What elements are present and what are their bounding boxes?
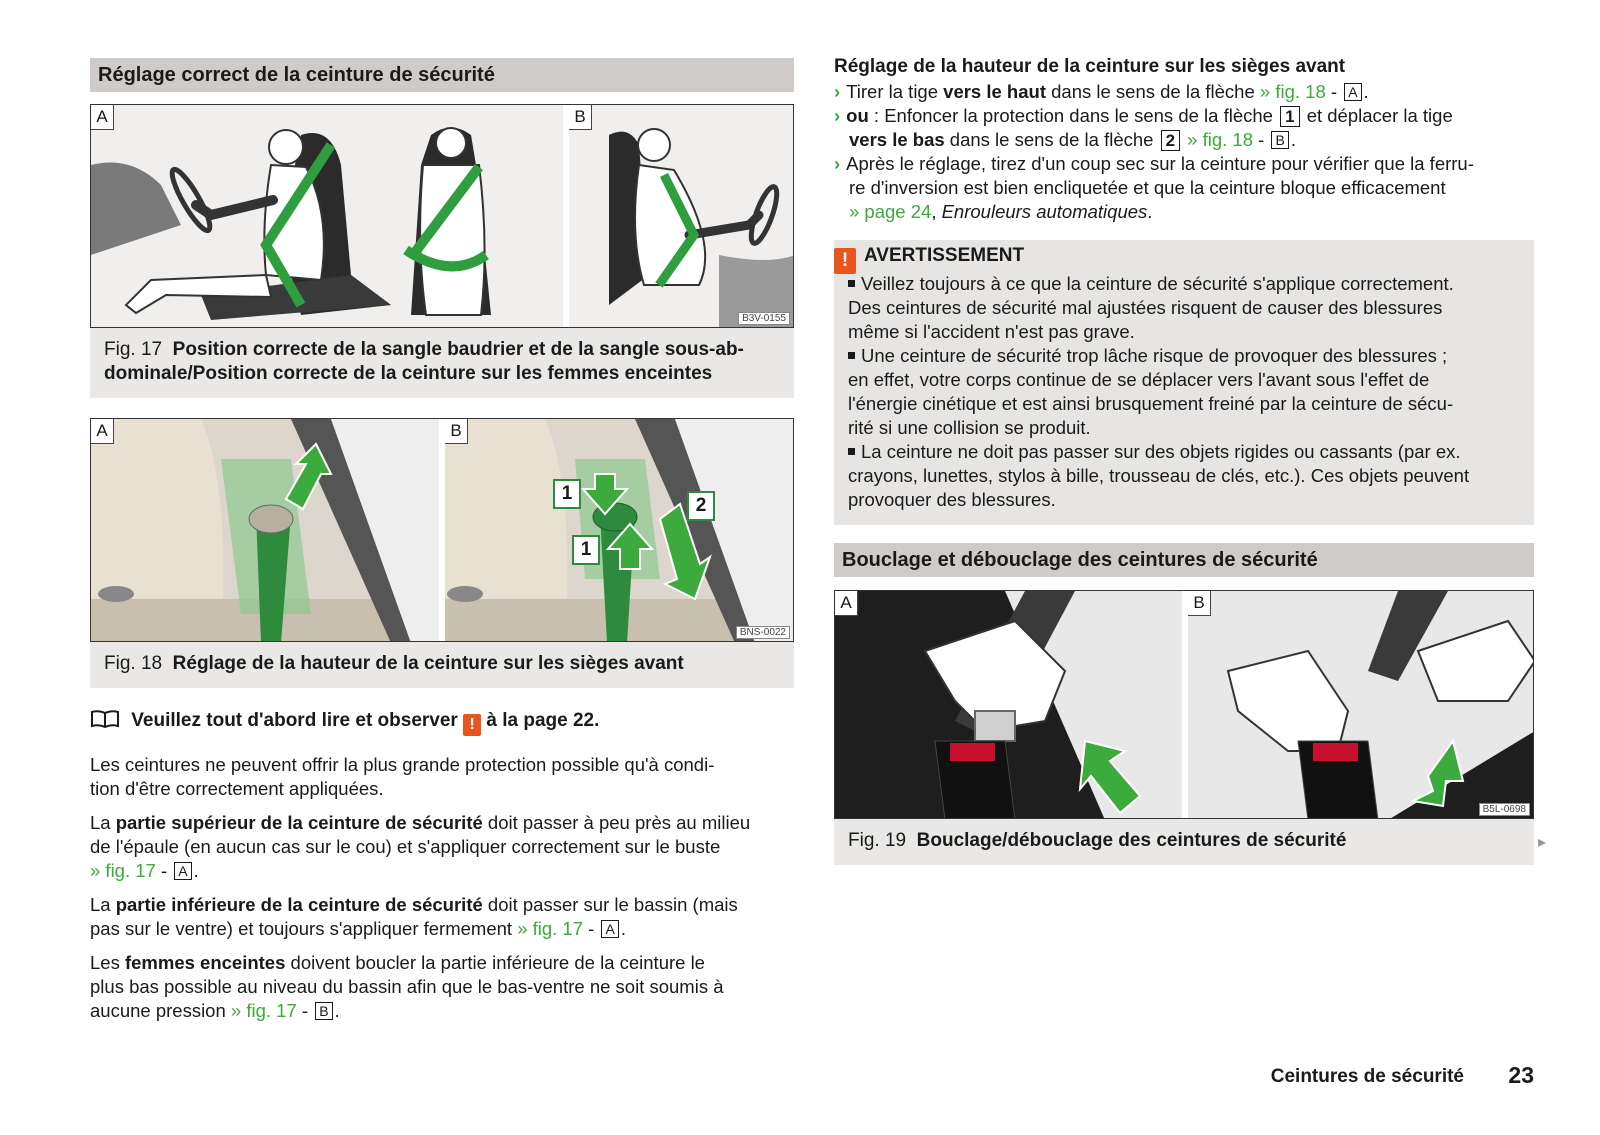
- text-line: Des ceintures de sécurité mal ajustées risquent de causer des blessures: [848, 297, 1443, 318]
- panel-ref-box: A: [1344, 83, 1361, 101]
- text-bold: partie supérieur de la ceinture de sécurité: [115, 812, 483, 833]
- text-run: Veillez toujours à ce que la ceinture de sécurité s'applique correctement.: [861, 273, 1454, 294]
- caption-number: Fig. 18: [104, 653, 163, 674]
- text-run: pas sur le ventre) et toujours s'appliquer fermement: [90, 918, 518, 939]
- chevron-right-icon: ›: [834, 81, 841, 102]
- text-run: .: [620, 918, 626, 939]
- warning-title: AVERTISSEMENT: [864, 245, 1025, 266]
- text-run: Une ceinture de sécurité trop lâche risque de provoquer des blessures ;: [861, 345, 1448, 366]
- text-bold: ou: [846, 105, 869, 126]
- figure-code: B5L-0698: [1479, 803, 1530, 816]
- text-line: plus bas possible au niveau du bassin afin que le bas-ventre ne soit soumis à: [90, 976, 724, 997]
- step-3: [834, 152, 1534, 176]
- section-title-buckling: Bouclage et débouclage des ceintures de sécurité: [834, 543, 1534, 577]
- text-run: -: [1325, 81, 1343, 102]
- panel-label: B: [569, 105, 592, 130]
- seated-driver-illustration: [91, 105, 563, 327]
- figure-code: B3V-0155: [738, 312, 790, 325]
- text-run: doit passer à peu près au milieu: [482, 812, 751, 833]
- figure-18-panel-b: [445, 419, 793, 641]
- text-run: La ceinture ne doit pas passer sur des objets rigides ou cassants (par ex.: [861, 441, 1461, 462]
- arrow-label-1-top: 1: [553, 479, 581, 509]
- arrow-label-2: 2: [687, 491, 715, 521]
- warning-icon: !: [834, 248, 856, 274]
- text-run: ,: [931, 201, 942, 222]
- figure-19-panel-b: [1188, 591, 1533, 818]
- text-line: en effet, votre corps continue de se déplacer vers l'avant sous l'effet de: [848, 369, 1430, 390]
- figure-17-panel-b: [569, 105, 793, 327]
- panel-ref-box: B: [1271, 131, 1288, 149]
- caption-text-line2: dominale/Position correcte de la ceinture sur les femmes enceintes: [104, 363, 713, 384]
- text-run: -: [155, 860, 173, 881]
- paragraph-2: [90, 811, 794, 883]
- figure-17-caption: [90, 328, 794, 398]
- warning-box: [834, 240, 1534, 525]
- open-book-icon: [90, 709, 120, 729]
- figure-17-panel-a: [91, 105, 563, 327]
- paragraph-4: [90, 951, 794, 1023]
- text-line: de l'épaule (en aucun cas sur le cou) et s'appliquer correctement sur le buste: [90, 836, 721, 857]
- step-2: [834, 104, 1534, 128]
- panel-label: A: [835, 591, 858, 616]
- text-run: aucune pression: [90, 1000, 231, 1021]
- text-run: Tirer la tige: [846, 81, 944, 102]
- page-24-link[interactable]: » page 24: [849, 201, 932, 222]
- bullet-square-icon: [848, 352, 855, 359]
- figure-17: [90, 104, 794, 328]
- adjustment-steps: [834, 80, 1534, 224]
- step-1: [834, 80, 1534, 104]
- footer-chapter: Ceintures de sécurité: [1270, 1066, 1464, 1087]
- figure-18-caption: [90, 642, 794, 688]
- caption-text: Réglage de la hauteur de la ceinture sur les sièges avant: [172, 653, 684, 674]
- right-heading: Réglage de la hauteur de la ceinture sur les sièges avant: [834, 56, 1346, 77]
- paragraph-1: [90, 753, 794, 801]
- arrow-ref-box: 2: [1161, 130, 1180, 151]
- text-line: même si l'accident n'est pas grave.: [848, 321, 1135, 342]
- figure-19-panel-a: [835, 591, 1182, 818]
- figure-18-panel-a: [91, 419, 439, 641]
- text-run: Les: [90, 952, 125, 973]
- text-run: doit passer sur le bassin (mais: [482, 894, 738, 915]
- caption-text-line1: Position correcte de la sangle baudrier et de la sangle sous-ab-: [172, 339, 744, 360]
- figure-code: BNS-0022: [736, 626, 790, 639]
- fig-17-link[interactable]: » fig. 17: [90, 860, 156, 881]
- text-line: tion d'être correctement appliquées.: [90, 778, 384, 799]
- text-run: .: [193, 860, 199, 881]
- arrow-ref-box: 1: [1280, 106, 1299, 127]
- panel-ref-box: A: [601, 920, 618, 938]
- caption-number: Fig. 19: [848, 830, 907, 851]
- text-italic: Enrouleurs automatiques: [941, 201, 1148, 222]
- panel-label: A: [91, 419, 114, 444]
- belt-height-down-illustration: [445, 419, 793, 641]
- text-bold: vers le haut: [943, 81, 1046, 102]
- section-title-correct-adjustment: Réglage correct de la ceinture de sécurité: [90, 58, 794, 92]
- chevron-right-icon: ›: [834, 105, 841, 126]
- fig-17-link[interactable]: » fig. 17: [230, 1000, 297, 1021]
- figure-18: [90, 418, 794, 642]
- text-bold: vers le bas: [849, 129, 945, 150]
- continued-marker-icon: ▸: [1538, 834, 1547, 851]
- page-22-link[interactable]: à la page 22.: [486, 710, 600, 731]
- arrow-label-1-bottom: 1: [572, 535, 600, 565]
- panel-label: B: [1188, 591, 1211, 616]
- read-first-text: Veuillez tout d'abord lire et observer: [131, 710, 458, 731]
- text-run: La: [90, 894, 116, 915]
- text-run: .: [1363, 81, 1369, 102]
- text-bold: femmes enceintes: [124, 952, 286, 973]
- panel-ref-box: A: [174, 862, 191, 880]
- fig-17-link[interactable]: » fig. 17: [517, 918, 584, 939]
- text-run: dans le sens de la flèche: [1045, 81, 1260, 102]
- caption-number: Fig. 17: [104, 339, 163, 360]
- caption-text: Bouclage/débouclage des ceintures de sécurité: [916, 830, 1347, 851]
- text-line: l'énergie cinétique et est ainsi brusquement freiné par la ceinture de sécu-: [848, 393, 1454, 414]
- warning-icon: !: [463, 714, 481, 736]
- text-bold: partie inférieure de la ceinture de sécurité: [115, 894, 483, 915]
- read-first-notice: [90, 709, 794, 736]
- text-line: re d'inversion est bien encliquetée et que la ceinture bloque efficacement: [849, 177, 1446, 198]
- fig-18-link[interactable]: » fig. 18: [1259, 81, 1326, 102]
- text-line: crayons, lunettes, stylos à bille, trousseau de clés, etc.). Ces objets peuvent: [848, 465, 1470, 486]
- chevron-right-icon: ›: [834, 153, 841, 174]
- bullet-square-icon: [848, 448, 855, 455]
- warning-body: [834, 272, 1534, 512]
- panel-ref-box: B: [315, 1002, 332, 1020]
- bullet-square-icon: [848, 280, 855, 287]
- text-run: -: [1253, 129, 1270, 150]
- pregnant-woman-illustration: [569, 105, 793, 327]
- text-run: doivent boucler la partie inférieure de la ceinture le: [285, 952, 705, 973]
- text-run: Après le réglage, tirez d'un coup sec sur la ceinture pour vérifier que la ferru-: [846, 153, 1474, 174]
- paragraph-3: [90, 893, 794, 941]
- figure-19-caption: [834, 819, 1534, 865]
- text-run: dans le sens de la flèche: [944, 129, 1159, 150]
- text-run: .: [334, 1000, 340, 1021]
- text-run: .: [1147, 201, 1153, 222]
- text-run: et déplacer la tige: [1301, 105, 1453, 126]
- text-line: Les ceintures ne peuvent offrir la plus grande protection possible qu'à condi-: [90, 754, 715, 775]
- text-run: -: [296, 1000, 314, 1021]
- figure-19: [834, 590, 1534, 819]
- text-run: -: [583, 918, 600, 939]
- text-line: provoquer des blessures.: [848, 489, 1056, 510]
- belt-height-up-illustration: [91, 419, 439, 641]
- panel-label: A: [91, 105, 114, 130]
- text-run: .: [1290, 129, 1296, 150]
- text-run: La: [90, 812, 116, 833]
- page-number: 23: [1508, 1062, 1534, 1088]
- buckling-illustration: [835, 591, 1182, 818]
- fig-18-link[interactable]: » fig. 18: [1182, 129, 1254, 150]
- text-line: rité si une collision se produit.: [848, 417, 1091, 438]
- unbuckling-illustration: [1188, 591, 1533, 818]
- text-run: : Enfoncer la protection dans le sens de la flèche: [868, 105, 1279, 126]
- panel-label: B: [445, 419, 468, 444]
- warning-header: [834, 240, 1534, 272]
